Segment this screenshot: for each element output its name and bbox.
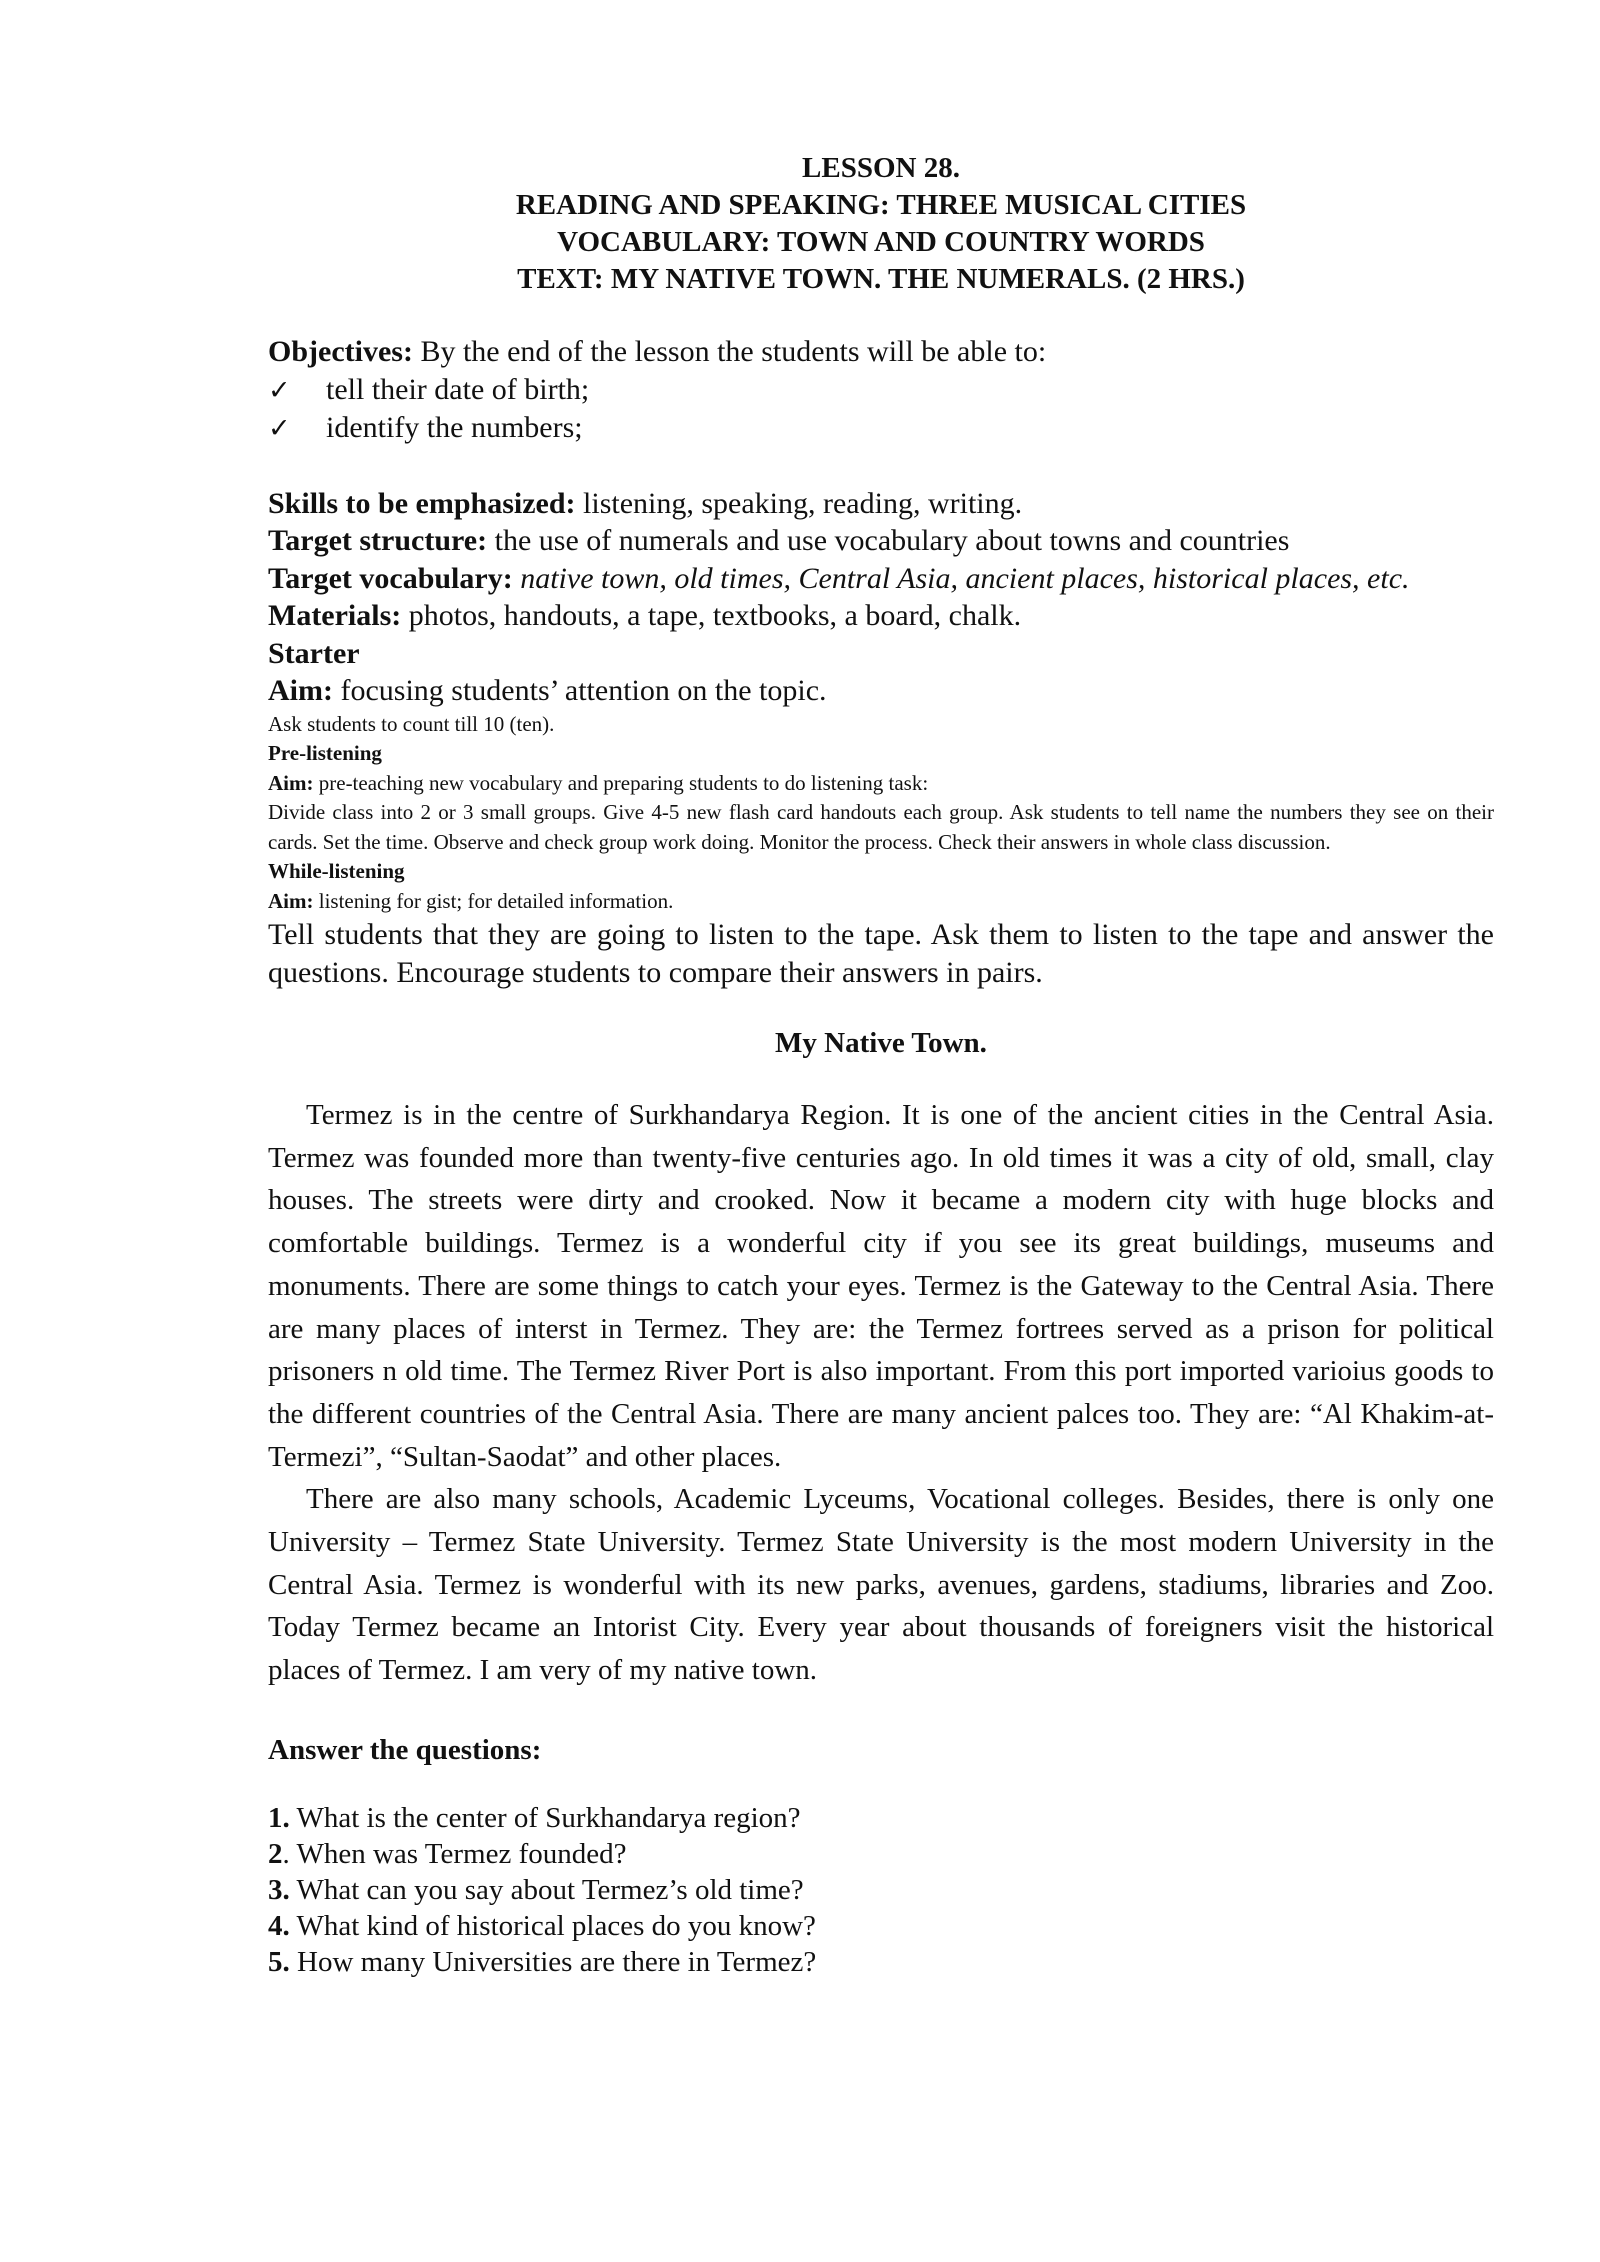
target-structure-text: the use of numerals and use vocabulary about towns and countries	[487, 524, 1290, 557]
question-number: 5.	[268, 1945, 290, 1978]
question-number: 1.	[268, 1801, 290, 1834]
materials-label: Materials:	[268, 599, 402, 632]
question-text: What can you say about Termez’s old time?	[289, 1873, 804, 1906]
materials-text: photos, handouts, a tape, textbooks, a board, chalk.	[401, 599, 1022, 632]
question-item	[268, 1872, 1494, 1908]
pre-listening-title: Pre-listening	[268, 741, 382, 765]
checkmark-icon: ✓	[268, 374, 291, 406]
question-text: What kind of historical places do you know?	[289, 1909, 816, 1942]
question-item	[268, 1800, 1494, 1836]
while-listening-aim-text: listening for gist; for detailed information.	[313, 888, 674, 913]
pre-listening-aim-label: Aim:	[268, 770, 314, 795]
starter-instruction: Ask students to count till 10 (ten).	[268, 711, 555, 736]
story-text	[268, 1094, 1494, 1692]
question-text: . When was Termez founded?	[282, 1837, 627, 1870]
objective-item	[268, 409, 1494, 448]
pre-listening-aim-text: pre-teaching new vocabulary and preparing students to do listening task:	[313, 770, 929, 795]
skills-label: Skills to be emphasized:	[268, 486, 576, 520]
lesson-heading	[268, 150, 1494, 298]
target-structure-label: Target structure:	[268, 524, 488, 557]
lesson-topic-vocabulary: VOCABULARY: TOWN AND COUNTRY WORDS	[557, 226, 1205, 258]
procedure-section	[268, 710, 1494, 917]
objective-item	[268, 371, 1494, 410]
starter-aim-text: focusing students’ attention on the topic.	[332, 674, 827, 707]
question-text: What is the center of Surkhandarya region?	[289, 1801, 801, 1834]
objective-text: tell their date of birth;	[326, 372, 590, 406]
objectives-list	[268, 371, 1494, 448]
questions-title: Answer the questions:	[268, 1733, 542, 1766]
story-title: My Native Town.	[775, 1027, 987, 1059]
skills-text: listening, speaking, reading, writing.	[575, 486, 1023, 520]
question-number: 4.	[268, 1909, 290, 1942]
objectives-label: Objectives:	[268, 335, 413, 368]
story-paragraph: There are also many schools, Academic Lyceums, Vocational colleges. Besides, there is only one University – Termez State University. Termez State University is the most modern University in the Central Asia. Termez is wonderful with its new parks, avenues, gardens, stadiums, libraries and Zoo. Today Termez became an Intorist City. Every year about thousands of foreigners visit the historical places of Termez. I am very of my native town.	[268, 1483, 1494, 1687]
target-vocabulary-label: Target vocabulary:	[268, 561, 513, 595]
questions-list	[268, 1800, 1494, 1980]
question-number: 3.	[268, 1873, 290, 1906]
while-listening-instruction: Tell students that they are going to listen to the tape. Ask them to listen to the tape and answer the questions. Encourage students to compare their answers in pairs.	[268, 918, 1494, 989]
pre-listening-aim	[268, 769, 1494, 799]
objective-text: identify the numbers;	[326, 411, 583, 444]
lesson-number: LESSON 28.	[802, 152, 960, 184]
checkmark-icon: ✓	[268, 413, 291, 444]
while-listening-aim	[268, 887, 1494, 917]
question-item	[268, 1944, 1494, 1980]
objectives-section	[268, 333, 1494, 448]
starter-aim	[268, 672, 1494, 710]
question-number: 2	[268, 1837, 283, 1870]
skills-line	[268, 485, 1494, 523]
pre-listening-instruction: Divide class into 2 or 3 small groups. Give 4-5 new flash card handouts each group. Ask students to tell name the numbers they see on their cards. Set the time. Observe and check group work doing. Monitor the process. Check their answers in whole class discussion.	[268, 800, 1494, 854]
question-text: How many Universities are there in Termez?	[289, 1945, 817, 1978]
lesson-info	[268, 485, 1494, 710]
starter-title: Starter	[268, 636, 360, 670]
question-item	[268, 1908, 1494, 1944]
target-vocabulary-line	[268, 560, 1494, 598]
lesson-topic-reading: READING AND SPEAKING: THREE MUSICAL CITIES	[515, 189, 1247, 221]
starter-aim-label: Aim:	[268, 674, 333, 707]
story-paragraph: Termez is in the centre of Surkhandarya Region. It is one of the ancient cities in the Central Asia. Termez was founded more than twenty-five centuries ago. In old times it was a city of old, small, clay houses. The streets were dirty and crooked. Now it became a modern city with huge blocks and comfortable buildings. Termez is a wonderful city if you see its great buildings, museums and monuments. There are some things to catch your eyes. Termez is the Gateway to the Central Asia. There are many places of interst in Termez. They are: the Termez fortrees served as a prison for political prisoners n old time. The Termez River Port is also important. From this port imported varioius goods to the different countries of the Central Asia. There are many ancient palces too. They are: “Al Khakim-at-Termezi”, “Sultan-Saodat” and other places.	[268, 1099, 1494, 1473]
question-item	[268, 1836, 1494, 1872]
objectives-text: By the end of the lesson the students will be able to:	[412, 335, 1047, 368]
target-structure-line	[268, 522, 1494, 560]
target-vocabulary-text: native town, old times, Central Asia, ancient places, historical places, etc.	[520, 561, 1410, 595]
while-listening-title: While-listening	[268, 859, 405, 883]
materials-line	[268, 597, 1494, 635]
document-page	[268, 150, 1494, 1980]
while-listening-aim-label: Aim:	[268, 888, 314, 913]
lesson-topic-text: TEXT: MY NATIVE TOWN. THE NUMERALS. (2 HRS.)	[517, 263, 1245, 295]
objectives-line	[268, 333, 1494, 371]
